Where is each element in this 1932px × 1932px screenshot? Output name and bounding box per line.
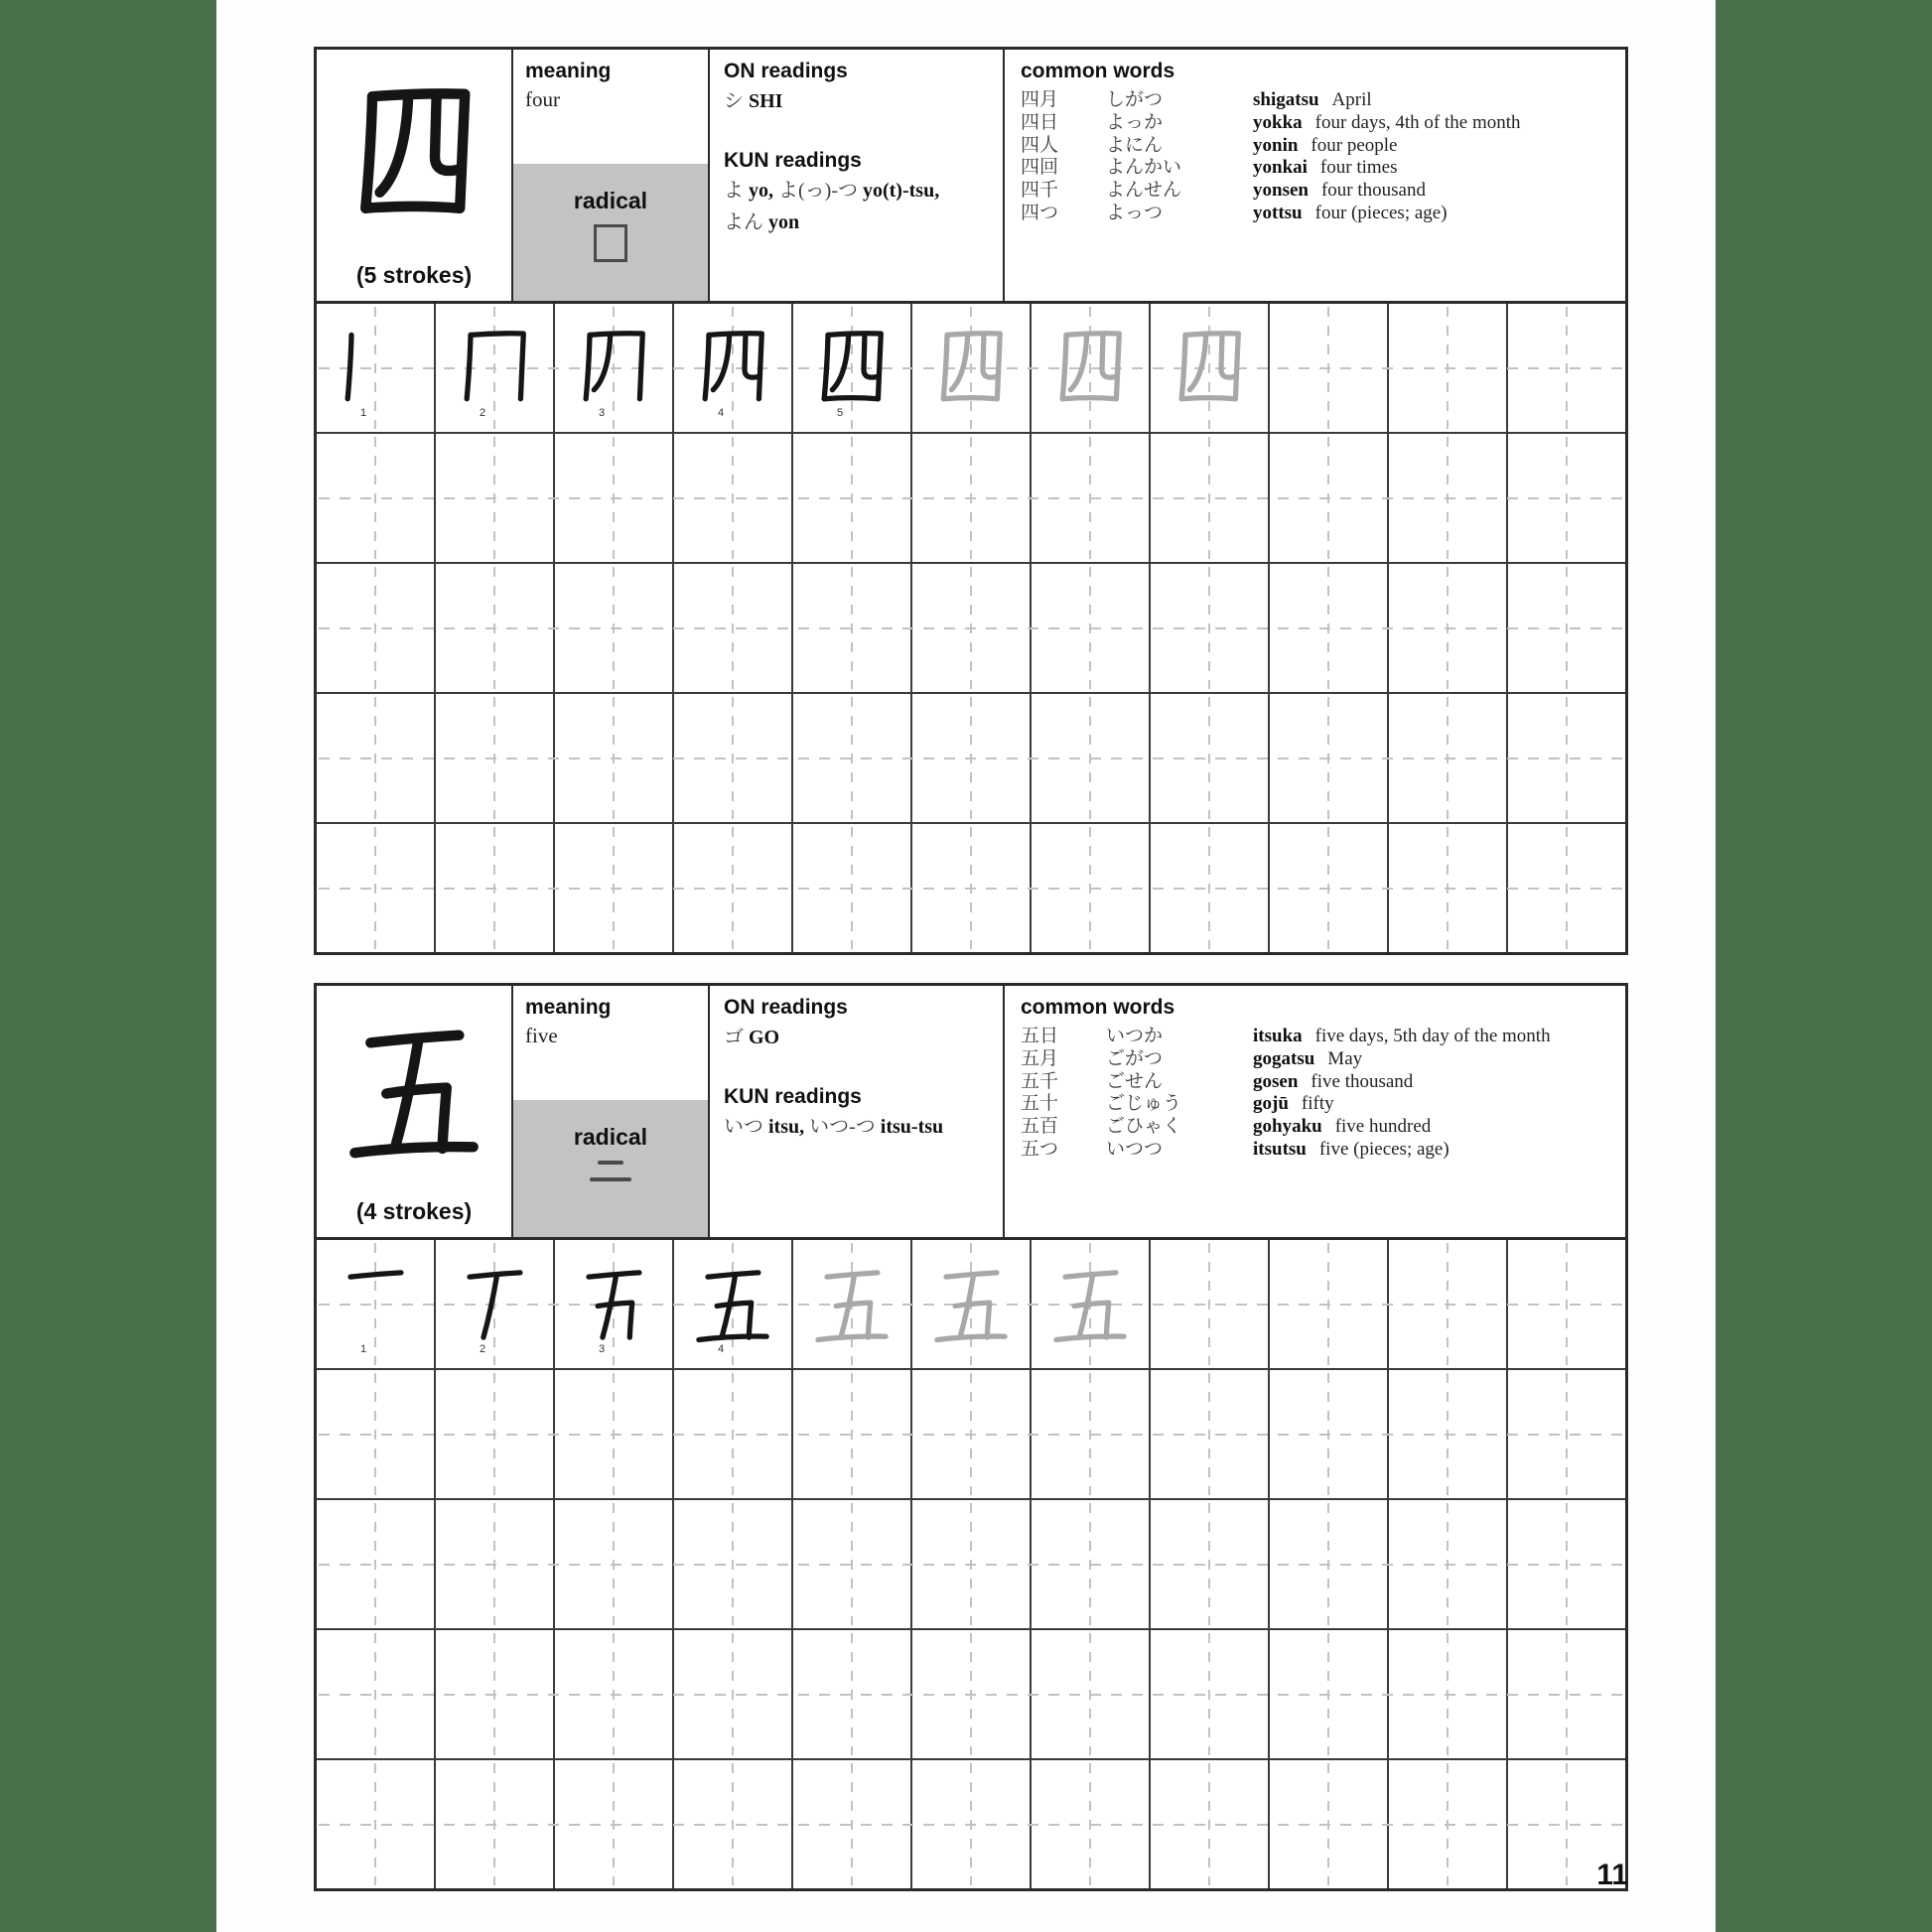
common-word-row: 五月 ごがつ gogatsu May (1021, 1047, 1363, 1069)
page-sheet (216, 0, 1716, 1932)
left-background-strip (0, 0, 216, 1932)
stroke-number: 5 (837, 407, 844, 419)
practice-cell (1032, 564, 1151, 692)
practice-cell (674, 434, 793, 562)
common-word-row: 四日 よっか yokka four days, 4th of the month (1021, 111, 1521, 133)
stroke-order-cell (555, 1240, 674, 1368)
practice-cell (674, 824, 793, 952)
practice-cell (1032, 694, 1151, 822)
practice-row (317, 564, 1625, 694)
practice-cell (1508, 694, 1625, 822)
practice-cell (1508, 1240, 1625, 1368)
kun-readings-label: KUN readings (724, 149, 862, 172)
practice-cell (1151, 564, 1270, 692)
radical-label: radical (573, 188, 648, 213)
practice-cell (1270, 304, 1389, 432)
practice-cell (912, 1630, 1032, 1758)
practice-cell (793, 1630, 912, 1758)
common-word-row: 五千 ごせん gosen five thousand (1021, 1070, 1414, 1092)
common-word-row: 四つ よっつ yottsu four (pieces; age) (1021, 202, 1448, 223)
common-word-row: 五日 いつか itsuka five days, 5th day of the month (1021, 1026, 1551, 1046)
practice-cell (912, 694, 1032, 822)
right-background-strip (1716, 0, 1932, 1932)
practice-row (317, 434, 1625, 564)
practice-cell (1389, 434, 1508, 562)
practice-cell (436, 564, 555, 692)
practice-cell (555, 1370, 674, 1498)
common-words-list (1021, 89, 1609, 225)
practice-row (317, 1630, 1625, 1760)
on-reading-value: ゴ GO (724, 1027, 780, 1048)
common-word-row: 四回 よんかい yonkai four times (1021, 157, 1398, 179)
kanji-entry-five (314, 983, 1628, 1891)
meaning-value: four (525, 87, 560, 111)
practice-cell (1032, 824, 1151, 952)
big-kanji-glyph (331, 998, 497, 1184)
stroke-number: 4 (718, 407, 725, 419)
practice-cell (1151, 1370, 1270, 1498)
practice-row (317, 1760, 1625, 1888)
stroke-order-cell (317, 304, 436, 432)
radical-label: radical (573, 1124, 648, 1150)
radical-two-glyph (590, 1177, 631, 1181)
practice-cell (1270, 1630, 1389, 1758)
stroke-number: 3 (599, 407, 606, 419)
practice-cell (1508, 434, 1625, 562)
radical-two-glyph (598, 1161, 623, 1165)
practice-cell (1151, 1500, 1270, 1628)
practice-cell (912, 564, 1032, 692)
practice-cell (912, 1500, 1032, 1628)
practice-cell (555, 1760, 674, 1888)
practice-cell (317, 1630, 436, 1758)
practice-cell (436, 694, 555, 822)
on-readings-label: ON readings (724, 60, 848, 82)
practice-cell (436, 1760, 555, 1888)
readings-cell (710, 50, 1005, 301)
readings-cell (710, 986, 1005, 1237)
trace-example-cell (912, 304, 1032, 432)
stroke-number: 2 (480, 1343, 486, 1355)
kun-reading-value (724, 1114, 989, 1141)
common-word-row: 四人 よにん yonin four people (1021, 134, 1398, 156)
stroke-order-cell (674, 304, 793, 432)
practice-cell (1389, 1370, 1508, 1498)
stroke-order-cell (674, 1240, 793, 1368)
practice-cell (1508, 824, 1625, 952)
practice-grid (317, 304, 1625, 952)
practice-cell (1270, 564, 1389, 692)
practice-cell (1151, 1240, 1270, 1368)
practice-cell (555, 1500, 674, 1628)
practice-cell (674, 694, 793, 822)
practice-cell (793, 1500, 912, 1628)
practice-cell (793, 694, 912, 822)
trace-example-cell (912, 1240, 1032, 1368)
practice-cell (1389, 694, 1508, 822)
common-word-row: 四千 よんせん yonsen four thousand (1021, 180, 1426, 202)
common-words-label: common words (1021, 996, 1175, 1019)
practice-cell (555, 564, 674, 692)
stroke-number: 1 (360, 1343, 367, 1355)
kun-reading-line: いつ itsu, いつ-つ itsu-tsu (724, 1116, 944, 1138)
practice-cell (674, 1630, 793, 1758)
practice-cell (555, 824, 674, 952)
practice-cell (1151, 434, 1270, 562)
practice-cell (1032, 1630, 1151, 1758)
practice-cell (912, 1760, 1032, 1888)
practice-cell (1032, 1370, 1151, 1498)
practice-cell (1270, 824, 1389, 952)
practice-cell (1389, 564, 1508, 692)
practice-cell (1508, 304, 1625, 432)
practice-row (317, 1240, 1625, 1370)
practice-cell (674, 564, 793, 692)
practice-cell (793, 434, 912, 562)
on-readings-label: ON readings (724, 996, 848, 1019)
common-word-row: 五百 ごひゃく gohyaku five hundred (1021, 1116, 1432, 1138)
practice-cell (1151, 824, 1270, 952)
meaning-label: meaning (525, 60, 612, 82)
entry-header (317, 50, 1625, 304)
common-word-row: 五十 ごじゅう gojū fifty (1021, 1093, 1334, 1115)
practice-cell (793, 824, 912, 952)
big-kanji-glyph (331, 62, 497, 248)
practice-cell (912, 1370, 1032, 1498)
radical-glyph (594, 224, 627, 262)
radical-box (513, 164, 708, 301)
entry-header (317, 986, 1625, 1240)
practice-row (317, 1500, 1625, 1630)
meaning-value: five (525, 1024, 558, 1047)
practice-cell (317, 694, 436, 822)
practice-cell (674, 1760, 793, 1888)
practice-cell (912, 434, 1032, 562)
practice-cell (674, 1500, 793, 1628)
practice-cell (1508, 564, 1625, 692)
meaning-label: meaning (525, 996, 612, 1019)
stroke-order-cell (793, 304, 912, 432)
trace-example-cell (1032, 304, 1151, 432)
common-word-row: 四月 しがつ shigatsu April (1021, 89, 1372, 110)
practice-cell (317, 434, 436, 562)
kanji-entry-four (314, 47, 1628, 955)
practice-cell (436, 1630, 555, 1758)
practice-cell (1032, 1500, 1151, 1628)
practice-cell (793, 564, 912, 692)
practice-row (317, 1370, 1625, 1500)
stroke-order-cell (555, 304, 674, 432)
stroke-number: 2 (480, 407, 486, 419)
stroke-order-cell (436, 1240, 555, 1368)
kun-readings-label: KUN readings (724, 1085, 862, 1108)
practice-row (317, 824, 1625, 952)
meaning-cell (513, 50, 710, 301)
practice-cell (1389, 304, 1508, 432)
practice-cell (317, 1370, 436, 1498)
common-word-row: 五つ いつつ itsutsu five (pieces; age) (1021, 1138, 1449, 1160)
practice-cell (1389, 1500, 1508, 1628)
practice-cell (1270, 694, 1389, 822)
practice-cell (793, 1370, 912, 1498)
trace-example-cell (1151, 304, 1270, 432)
kun-reading-value (724, 178, 989, 236)
practice-cell (1508, 1370, 1625, 1498)
practice-cell (317, 1760, 436, 1888)
kanji-display-cell (317, 50, 513, 301)
practice-cell (674, 1370, 793, 1498)
on-reading-value: シ SHI (724, 90, 783, 112)
practice-cell (912, 824, 1032, 952)
common-words-cell (1005, 50, 1625, 301)
radical-box (513, 1100, 708, 1237)
practice-cell (1151, 1630, 1270, 1758)
practice-cell (1508, 1630, 1625, 1758)
practice-cell (436, 1500, 555, 1628)
practice-cell (317, 564, 436, 692)
practice-cell (1270, 1370, 1389, 1498)
common-words-list (1021, 1026, 1609, 1162)
practice-cell (1270, 434, 1389, 562)
stroke-number: 3 (599, 1343, 606, 1355)
stroke-order-cell (436, 304, 555, 432)
stroke-count-label: (4 strokes) (355, 1198, 473, 1224)
stroke-count-label: (5 strokes) (355, 262, 473, 288)
practice-cell (1389, 1630, 1508, 1758)
practice-cell (1032, 434, 1151, 562)
practice-cell (436, 824, 555, 952)
kanji-display-cell (317, 986, 513, 1237)
practice-cell (317, 824, 436, 952)
practice-cell (1389, 824, 1508, 952)
practice-cell (436, 1370, 555, 1498)
practice-cell (1151, 694, 1270, 822)
practice-cell (1032, 1760, 1151, 1888)
kun-reading-line: よん yon (724, 211, 800, 233)
page-number: 11 (1596, 1859, 1628, 1891)
kun-reading-line: よ yo, よ(っ)-つ yo(t)-tsu, (724, 180, 940, 202)
practice-cell (317, 1500, 436, 1628)
practice-cell (555, 694, 674, 822)
practice-cell (793, 1760, 912, 1888)
practice-cell (1151, 1760, 1270, 1888)
practice-cell (555, 434, 674, 562)
practice-cell (436, 434, 555, 562)
practice-grid (317, 1240, 1625, 1888)
stroke-number: 1 (360, 407, 367, 419)
practice-cell (555, 1630, 674, 1758)
practice-cell (1389, 1240, 1508, 1368)
practice-row (317, 694, 1625, 824)
stroke-number: 4 (718, 1343, 725, 1355)
meaning-cell (513, 986, 710, 1237)
practice-cell (1270, 1500, 1389, 1628)
stroke-order-cell (317, 1240, 436, 1368)
trace-example-cell (793, 1240, 912, 1368)
trace-example-cell (1032, 1240, 1151, 1368)
practice-cell (1270, 1760, 1389, 1888)
radical-box-glyph (594, 224, 627, 262)
common-words-cell (1005, 986, 1625, 1237)
practice-cell (1508, 1500, 1625, 1628)
radical-glyph (590, 1161, 631, 1181)
practice-row (317, 304, 1625, 434)
common-words-label: common words (1021, 60, 1175, 82)
practice-cell (1270, 1240, 1389, 1368)
